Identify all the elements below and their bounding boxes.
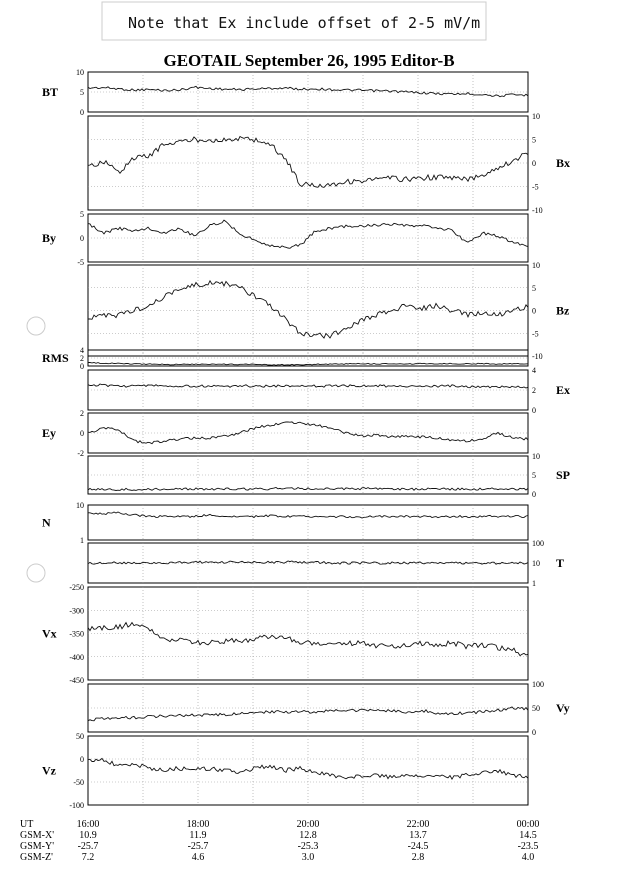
tick-label: 0 [532,490,536,499]
series-line [88,384,528,388]
tick-label: 5 [532,135,536,145]
series-label: T [556,556,565,570]
footer-cell: -25.3 [297,841,319,852]
footer-cell: 10.9 [79,830,97,841]
footer-cell: -23.5 [517,841,539,852]
panel-n [42,501,528,545]
series-label: RMS [42,351,69,365]
tick-label: -350 [69,629,84,639]
panels-group [42,68,570,810]
tick-label: 4 [80,346,84,355]
tick-label: 5 [532,283,536,293]
tick-label: -10 [532,206,543,215]
tick-label: 0 [532,406,536,415]
panel-ey [42,409,528,458]
series-label: Ey [42,426,57,440]
footer-cell: 3.0 [301,852,315,863]
footer-cell: 18:00 [186,819,210,830]
footer-cell: 7.2 [81,852,95,863]
panel-t [88,539,564,588]
tick-label: -5 [532,182,539,192]
tick-label: 10 [532,452,540,461]
series-label: N [42,515,51,530]
tick-label: 100 [532,680,544,689]
tick-label: -50 [73,778,84,787]
footer-row-label: GSM-Y' [20,841,55,852]
footer-table [20,819,539,863]
series-label: BT [42,85,59,99]
tick-label: -100 [69,801,84,810]
footer-cell: 16:00 [76,819,100,830]
panel-bx [88,112,570,215]
tick-label: 2 [80,354,84,363]
tick-label: 5 [80,88,84,97]
footer-cell: 12.8 [299,830,317,841]
tick-label: 10 [76,68,84,77]
footer-row-label: GSM-Z' [20,852,53,863]
footer-cell: 14.5 [519,830,537,841]
series-label: Bz [556,303,570,318]
series-label: Vy [556,701,570,715]
tick-label: -250 [69,583,84,592]
tick-label: 2 [532,386,536,395]
panel-by [42,210,528,267]
tick-label: 0 [80,755,84,764]
series-label: Bx [556,156,571,170]
panel-frame [88,505,528,540]
tick-label: -5 [532,329,539,339]
chart-title: GEOTAIL September 26, 1995 Editor-B [163,51,455,70]
tick-label: 50 [532,704,540,713]
panel-bt [42,68,528,117]
panel-sp [88,452,570,499]
footer-cell: 00:00 [516,819,540,830]
tick-label: 100 [532,539,544,548]
tick-label: 50 [76,732,84,741]
series-label: SP [556,468,571,482]
panel-frame [88,736,528,805]
tick-label: 10 [532,559,540,568]
tick-label: 0 [80,234,84,243]
tick-label: 10 [532,112,540,121]
tick-label: 0 [80,108,84,117]
footer-cell: 11.9 [189,830,207,841]
tick-label: 0 [80,429,84,438]
tick-label: 5 [80,210,84,219]
tick-label: 10 [76,501,84,510]
tick-label: -450 [69,676,84,685]
tick-label: 0 [532,728,536,737]
tick-label: -400 [69,652,84,662]
footer-cell: 20:00 [296,819,320,830]
panel-vy [88,680,570,737]
series-label: Vz [42,763,56,778]
panel-ex [88,366,570,415]
footer-cell: -25.7 [77,841,99,852]
tick-label: -2 [77,449,84,458]
footer-cell: 4.0 [521,852,535,863]
footer-cell: 4.6 [191,852,205,863]
footer-row-label: GSM-X' [20,830,55,841]
series-label: Ex [556,383,571,397]
tick-label: 10 [532,261,540,270]
panel-vx [42,583,528,685]
tick-label: 1 [80,536,84,545]
footer-cell: 2.8 [411,852,425,863]
series-label: Vx [42,626,57,641]
tick-label: 0 [532,306,536,316]
note-box [102,2,486,40]
tick-label: 1 [532,579,536,588]
note-text: Note that Ex include offset of 2-5 mV/m [128,14,481,32]
panel-vz [42,732,528,810]
footer-cell: 22:00 [406,819,430,830]
panel-rms [42,346,528,371]
tick-label: 0 [80,362,84,371]
panel-bz [88,261,570,361]
footer-cell: 13.7 [409,830,427,841]
footer-cell: -25.7 [187,841,209,852]
tick-label: 4 [532,366,536,375]
tick-label: 5 [532,471,536,480]
tick-label: 0 [532,159,536,168]
tick-label: -5 [77,258,84,267]
series-label: By [42,231,57,245]
footer-row-label: UT [20,819,34,830]
footer-cell: -24.5 [407,841,429,852]
tick-label: -300 [69,606,84,616]
tick-label: 2 [80,409,84,418]
tick-label: -10 [532,352,543,361]
